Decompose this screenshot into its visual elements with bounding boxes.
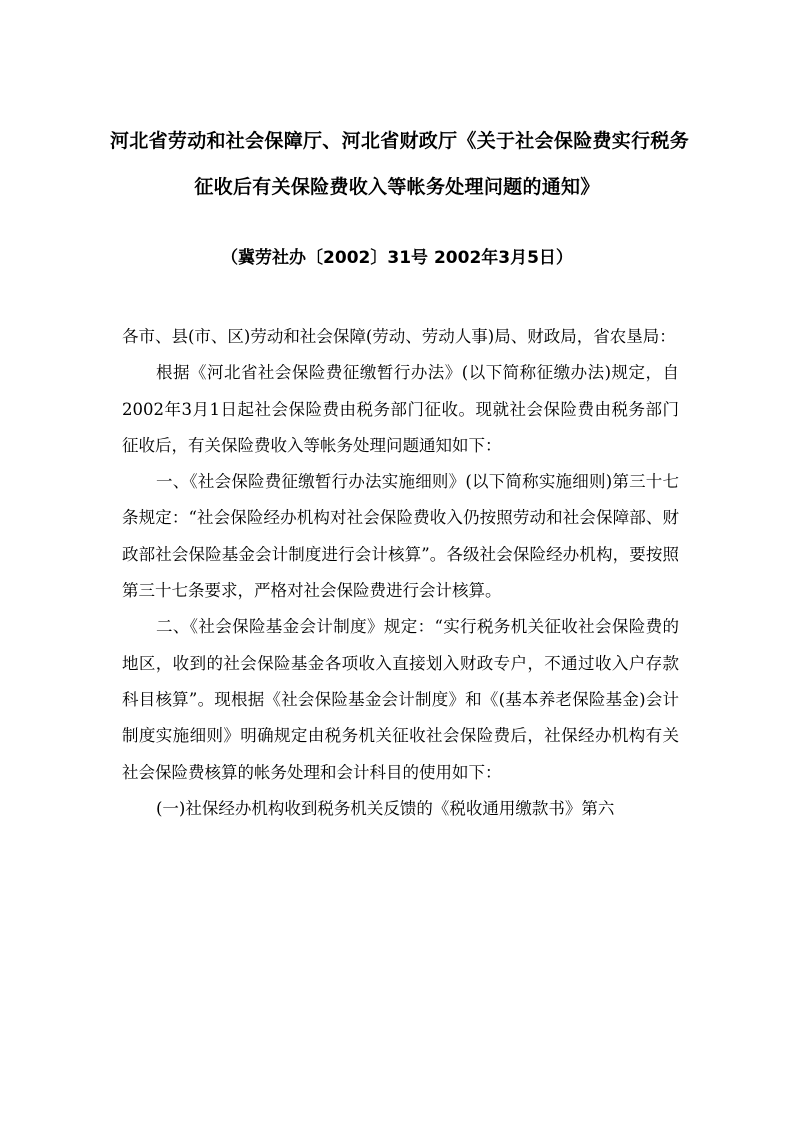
document-title-line-1: 河北省劳动和社会保障厅、河北省财政厅《关于社会保险费实行税务 (110, 130, 690, 152)
subsection-one-paragraph: (一)社保经办机构收到税务机关反馈的《税收通用缴款书》第六 (156, 798, 615, 818)
document-reference: （冀劳社办〔2002〕31号 2002年3月5日） (221, 248, 573, 268)
intro-paragraph: 根据《河北省社会保险费征缴暂行办法》(以下简称征缴办法)规定，自2002年3月1日起社会保险费由税务部门征收。现就社会保险费由税务部门征收后，有关保险费收入等帐务处理问题通知如下： (122, 363, 679, 455)
salutation-paragraph: 各市、县(市、区)劳动和社会保障(劳动、劳动人事)局、财政局，省农垦局： (122, 327, 676, 346)
section-one-paragraph: 一、《社会保险费征缴暂行办法实施细则》(以下简称实施细则)第三十七条规定：“社会保险经办机构对社会保险费收入仍按照劳动和社会保障部、财政部社会保险基金会计制度进行会计核算”。各级社会保险经办机构，要按照第三十七条要求，严格对社会保险费进行会计核算。 (122, 472, 679, 601)
document-body (122, 319, 679, 827)
section-two-paragraph: 二、《社会保险基金会计制度》规定：“实行税务机关征收社会保险费的地区，收到的社会保险基金各项收入直接划入财政专户，不通过收入户存款科目核算”。现根据《社会保险基金会计制度》和《(基本养老保险基金)会计制度实施细则》明确规定由税务机关征收社会保险费后，社保经办机构有关社会保险费核算的帐务处理和会计科目的使用如下： (122, 617, 679, 782)
document-title-line-2: 征收后有关保险费收入等帐务处理问题的通知》 (194, 176, 600, 198)
